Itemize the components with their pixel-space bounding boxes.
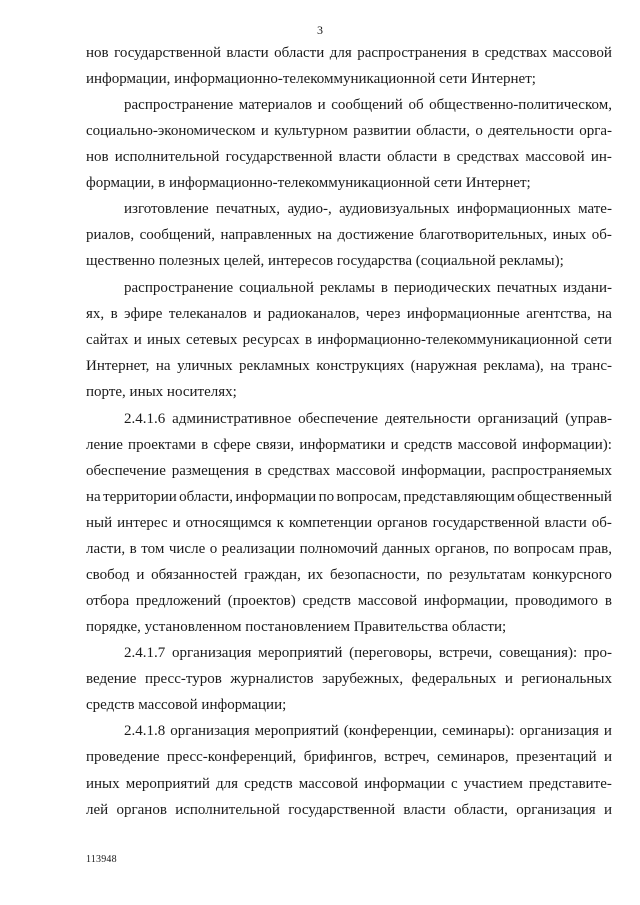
text-line: ведение пресс-туров журналистов зарубежных, федеральных и региональных [86, 671, 612, 687]
text-line: ление проектами в сфере связи, информатики и средств массовой информации): [86, 437, 612, 453]
text-line: лей органов исполнительной государственной власти области, организация и [86, 802, 612, 818]
text-line: изготовление печатных, аудио-, аудиовизуальных информационных мате- [124, 201, 612, 217]
text-line: информации, информационно-телекоммуникационной сети Интернет; [86, 71, 536, 87]
document-code: 113948 [86, 854, 117, 865]
text-line: отбора предложений (проектов) средств массовой информации, проводимого в [86, 593, 612, 609]
text-line: иных мероприятий для средств массовой информации с участием представите- [86, 776, 612, 792]
text-line: распространение социальной рекламы в периодических печатных издани- [124, 280, 612, 296]
text-line: социально-экономическом и культурном развитии области, о деятельности орга- [86, 123, 612, 139]
text-line: риалов, сообщений, направленных на достижение благотворительных, иных об- [86, 227, 612, 243]
text-line: свобод и обязанностей граждан, их безопасности, по результатам конкурсного [86, 567, 612, 583]
text-line: на территории области, информации по вопросам, представляющим общественный [86, 489, 612, 505]
text-line: щественно полезных целей, интересов государства (социальной рекламы); [86, 253, 564, 269]
text-line: 2.4.1.6 административное обеспечение деятельности организаций (управ- [124, 411, 612, 427]
text-line: порте, иных носителях; [86, 384, 237, 400]
text-line: порядке, установленном постановлением Правительства области; [86, 619, 507, 635]
text-line: проведение пресс-конференций, брифингов, встреч, семинаров, презентаций и [86, 749, 612, 765]
text-line: обеспечение размещения в средствах массовой информации, распространяемых [86, 463, 612, 479]
text-line: сайтах и иных сетевых ресурсах в информационно-телекоммуникационной сети [86, 332, 612, 348]
text-line: 2.4.1.7 организация мероприятий (переговоры, встречи, совещания): про- [124, 645, 612, 661]
text-line: 2.4.1.8 организация мероприятий (конференции, семинары): организация и [124, 723, 612, 739]
text-line: нов исполнительной государственной власти области в средствах массовой ин- [86, 149, 612, 165]
text-line: нов государственной власти области для распространения в средствах массовой [86, 45, 612, 61]
text-line: распространение материалов и сообщений об общественно-политическом, [124, 97, 612, 113]
text-line: формации, в информационно-телекоммуникационной сети Интернет; [86, 175, 531, 191]
text-line: средств массовой информации; [86, 697, 287, 713]
text-line: ный интерес и относящимся к компетенции органов государственной власти об- [86, 515, 612, 531]
text-line: ях, в эфире телеканалов и радиоканалов, через информационные агентства, на [86, 306, 612, 322]
page-number: 3 [317, 23, 323, 37]
text-line: Интернет, на уличных рекламных конструкциях (наружная реклама), на транс- [86, 358, 612, 374]
text-line: ласти, в том числе о реализации полномочий данных органов, по вопросам прав, [86, 541, 612, 557]
